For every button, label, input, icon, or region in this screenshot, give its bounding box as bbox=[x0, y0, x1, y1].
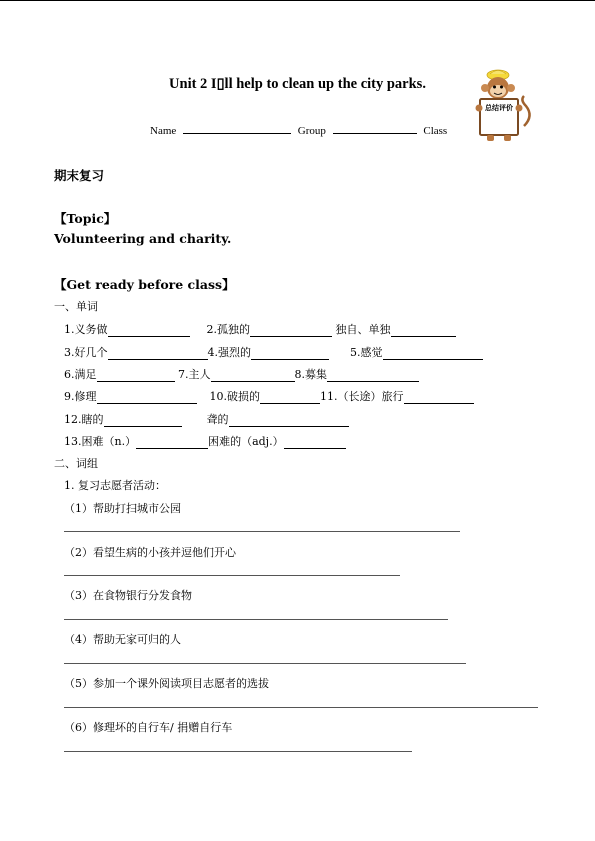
group-label: Group bbox=[297, 125, 326, 137]
answer-line[interactable] bbox=[64, 663, 466, 664]
phrase-item-1: （1）帮助打扫城市公园 bbox=[64, 502, 181, 515]
group-field[interactable] bbox=[333, 122, 417, 134]
name-row bbox=[150, 122, 447, 137]
blank[interactable] bbox=[136, 436, 208, 449]
blank[interactable] bbox=[383, 347, 483, 360]
review-heading: 期末复习 bbox=[54, 168, 105, 183]
blank[interactable] bbox=[251, 347, 329, 360]
blank[interactable] bbox=[327, 369, 419, 382]
blank[interactable] bbox=[391, 324, 456, 337]
blank[interactable] bbox=[229, 414, 349, 427]
topic-heading: 【Topic】 bbox=[54, 211, 117, 226]
vocab-row-5: 12.瞎的 聋的 bbox=[64, 411, 349, 427]
phrase-item-6: （6）修理坏的自行车/ 捐赠自行车 bbox=[64, 721, 233, 734]
answer-line[interactable] bbox=[64, 575, 400, 576]
vocab-row-2: 3.好几个 4.强烈的 5.感觉 bbox=[64, 344, 483, 360]
vocab-row-3: 6.满足 7.主人 8.募集 bbox=[64, 366, 419, 382]
answer-line[interactable] bbox=[64, 619, 448, 620]
monkey-badge-icon bbox=[468, 68, 536, 144]
blank[interactable] bbox=[284, 436, 346, 449]
class-label: Class bbox=[423, 125, 448, 137]
blank[interactable] bbox=[104, 414, 182, 427]
answer-line[interactable] bbox=[64, 531, 460, 532]
blank[interactable] bbox=[108, 347, 208, 360]
section1-title: 一、单词 bbox=[54, 300, 98, 313]
section2-title: 二、词组 bbox=[54, 457, 98, 470]
answer-line[interactable] bbox=[64, 707, 538, 708]
vocab-row-6: 13.困难（n.） 困难的（adj.） bbox=[64, 433, 346, 449]
blank[interactable] bbox=[250, 324, 332, 337]
badge-label: 总结评价 bbox=[485, 104, 513, 112]
phrase-item-5: （5）参加一个课外阅读项目志愿者的选拔 bbox=[64, 677, 269, 690]
section2-sub1: 1. 复习志愿者活动： bbox=[64, 479, 166, 492]
vocab-row-1: 1.义务做 2.孤独的 独自、单独 bbox=[64, 321, 456, 337]
phrase-item-3: （3）在食物银行分发食物 bbox=[64, 589, 192, 602]
vocab-row-4: 9.修理 10.破损的 11.（长途）旅行 bbox=[64, 388, 474, 404]
blank[interactable] bbox=[97, 369, 175, 382]
answer-line[interactable] bbox=[64, 751, 412, 752]
blank[interactable] bbox=[211, 369, 295, 382]
blank[interactable] bbox=[404, 391, 474, 404]
topic-text: Volunteering and charity. bbox=[54, 231, 232, 246]
name-field[interactable] bbox=[183, 122, 291, 134]
blank[interactable] bbox=[108, 324, 190, 337]
phrase-item-4: （4）帮助无家可归的人 bbox=[64, 633, 181, 646]
blank[interactable] bbox=[260, 391, 320, 404]
top-border bbox=[0, 0, 595, 1]
phrase-item-2: （2）看望生病的小孩并逗他们开心 bbox=[64, 546, 236, 559]
get-ready-heading: 【Get ready before class】 bbox=[54, 277, 235, 292]
name-label: Name bbox=[150, 125, 177, 137]
blank[interactable] bbox=[97, 391, 197, 404]
page-title: Unit 2 I▯ll help to clean up the city parks. bbox=[169, 76, 426, 92]
